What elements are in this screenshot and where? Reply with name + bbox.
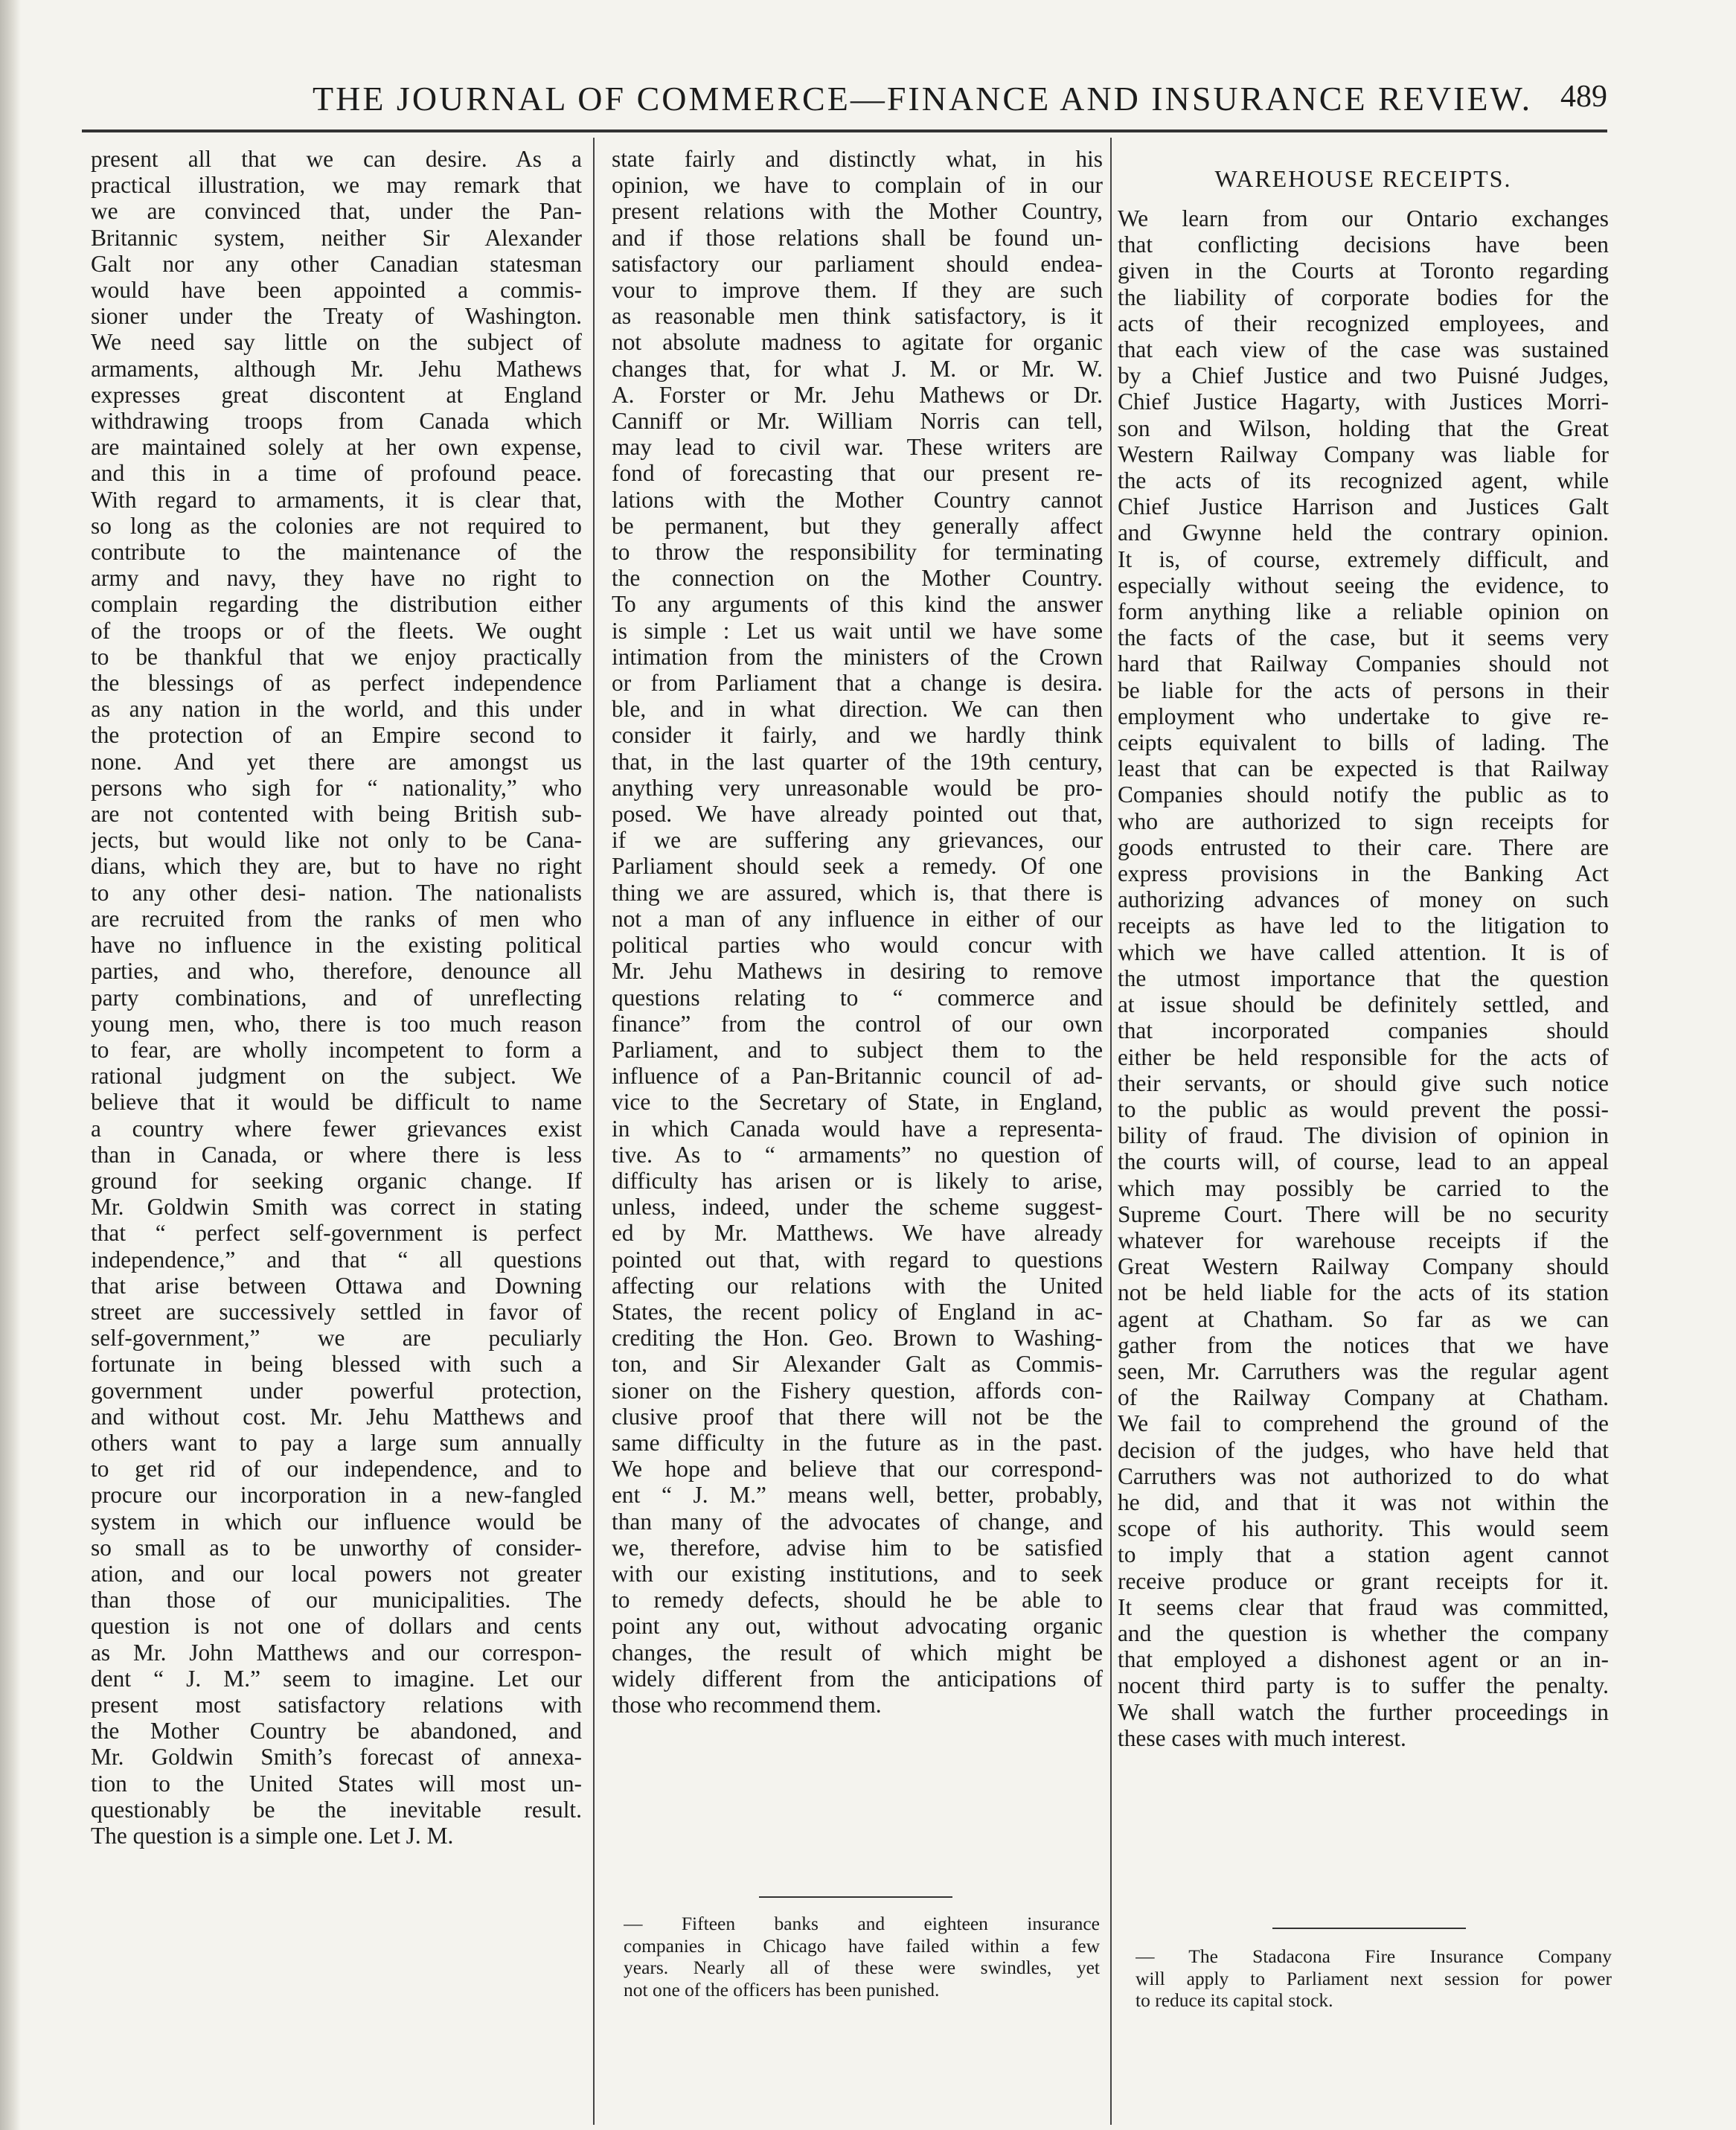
text-line: Parliament, and to subject them to the xyxy=(612,1036,1103,1063)
text-line: to the public as would prevent the possi- xyxy=(1118,1096,1609,1122)
news-note-stadacona xyxy=(1136,1945,1612,2012)
text-line: will apply to Parliament next session for power xyxy=(1136,1967,1612,1989)
text-line: vour to improve them. If they are such xyxy=(612,277,1103,304)
text-line: party combinations, and of unreflecting xyxy=(91,984,582,1011)
text-line: questionably be the inevitable result. xyxy=(91,1796,582,1823)
text-line: thing we are assured, which is, that there is xyxy=(612,879,1103,906)
text-line: It seems clear that fraud was committed, xyxy=(1118,1593,1609,1620)
text-line: Carruthers was not authorized to do what xyxy=(1118,1462,1609,1489)
text-line: expresses great discontent at England xyxy=(91,381,582,408)
text-line: we, therefore, advise him to be satisfied xyxy=(612,1534,1103,1561)
text-line: than those of our municipalities. The xyxy=(91,1587,582,1614)
text-line: We learn from our Ontario exchanges xyxy=(1118,205,1609,231)
text-line: either be held responsible for the acts of xyxy=(1118,1043,1609,1070)
text-line: of the troops or of the fleets. We ought xyxy=(91,617,582,644)
text-line: which we have called attention. It is of xyxy=(1118,938,1609,965)
text-line: that incorporated companies should xyxy=(1118,1017,1609,1044)
text-line: government under powerful protection, xyxy=(91,1377,582,1404)
text-line: same difficulty in the future as in the past. xyxy=(612,1429,1103,1456)
text-line: contribute to the maintenance of the xyxy=(91,539,582,566)
text-line: the protection of an Empire second to xyxy=(91,722,582,749)
text-line: ent “ J. M.” means well, better, probably, xyxy=(612,1482,1103,1509)
text-line: are recruited from the ranks of men who xyxy=(91,905,582,932)
text-line: pointed out that, with regard to questions xyxy=(612,1246,1103,1273)
text-line: believe that it would be difficult to name xyxy=(91,1089,582,1116)
text-line: not a man of any influence in either of our xyxy=(612,905,1103,932)
text-line: the Mother Country be abandoned, and xyxy=(91,1718,582,1744)
text-line: Mr. Goldwin Smith was correct in stating xyxy=(91,1194,582,1221)
text-line: may lead to civil war. These writers are xyxy=(612,434,1103,461)
journal-title: THE JOURNAL OF COMMERCE—FINANCE AND INSURANCE REVIEW. xyxy=(313,80,1533,118)
text-line: that employed a dishonest agent or an in- xyxy=(1118,1646,1609,1673)
text-line: Supreme Court. There will be no security xyxy=(1118,1200,1609,1227)
text-line: of the Railway Company at Chatham. xyxy=(1118,1384,1609,1411)
text-line: street are successively settled in favor of xyxy=(91,1298,582,1325)
text-line: present relations with the Mother Country, xyxy=(612,198,1103,225)
text-line: fortunate in being blessed with such a xyxy=(91,1351,582,1378)
text-line: changes that, for what J. M. or Mr. W. xyxy=(612,355,1103,382)
text-line: self-government,” we are peculiarly xyxy=(91,1325,582,1352)
text-line: as reasonable men think satisfactory, is it xyxy=(612,303,1103,330)
text-line: dent “ J. M.” seem to imagine. Let our xyxy=(91,1665,582,1692)
news-note-chicago xyxy=(624,1913,1100,2001)
text-line: Mr. Goldwin Smith’s forecast of annexa- xyxy=(91,1744,582,1771)
text-line: that conflicting decisions have been xyxy=(1118,231,1609,258)
text-line: rational judgment on the subject. We xyxy=(91,1063,582,1090)
text-line: so long as the colonies are not required to xyxy=(91,512,582,539)
text-line: sioner under the Treaty of Washington. xyxy=(91,303,582,330)
text-line: independence,” and that “ all questions xyxy=(91,1246,582,1273)
text-line: tive. As to “ armaments” no question of xyxy=(612,1141,1103,1168)
text-line: We shall watch the further proceedings in xyxy=(1118,1698,1609,1725)
text-line: influence of a Pan-Britannic council of ad- xyxy=(612,1063,1103,1090)
text-line: to get rid of our independence, and to xyxy=(91,1456,582,1483)
text-line: the liability of corporate bodies for the xyxy=(1118,284,1609,310)
text-line: years. Nearly all of these were swindles, yet xyxy=(624,1957,1100,1978)
text-line: ground for seeking organic change. If xyxy=(91,1167,582,1194)
text-line: that arise between Ottawa and Downing xyxy=(91,1272,582,1299)
text-line: and this in a time of profound peace. xyxy=(91,460,582,487)
text-line: affecting our relations with the United xyxy=(612,1272,1103,1299)
warehouse-receipts-heading: WAREHOUSE RECEIPTS. xyxy=(1214,165,1512,192)
header-rule xyxy=(82,129,1607,132)
text-line: practical illustration, we may remark that xyxy=(91,172,582,199)
text-line: son and Wilson, holding that the Great xyxy=(1118,415,1609,441)
text-line: be liable for the acts of persons in their xyxy=(1118,677,1609,703)
text-line: bility of fraud. The division of opinion in xyxy=(1118,1122,1609,1149)
text-line: acts of their recognized employees, and xyxy=(1118,310,1609,336)
text-line: We fail to comprehend the ground of the xyxy=(1118,1410,1609,1437)
text-line: goods entrusted to their care. There are xyxy=(1118,834,1609,860)
text-line: armaments, although Mr. Jehu Mathews xyxy=(91,355,582,382)
text-line: It is, of course, extremely difficult, and xyxy=(1118,546,1609,572)
text-line: given in the Courts at Toronto regarding xyxy=(1118,258,1609,284)
text-line: authorizing advances of money on such xyxy=(1118,886,1609,913)
note-rule xyxy=(759,1896,952,1898)
text-line: which may possibly be carried to the xyxy=(1118,1174,1609,1201)
text-line: satisfactory our parliament should endea- xyxy=(612,250,1103,277)
text-line: Companies should notify the public as to xyxy=(1118,781,1609,808)
text-line: opinion, we have to complain of in our xyxy=(612,172,1103,199)
text-line: seen, Mr. Carruthers was the regular agent xyxy=(1118,1357,1609,1384)
text-line: employment who undertake to give re- xyxy=(1118,703,1609,729)
text-line: parties, and who, therefore, denounce all xyxy=(91,958,582,985)
text-line: are maintained solely at her own expense, xyxy=(91,434,582,461)
text-line: have no influence in the existing political xyxy=(91,932,582,959)
text-line: the courts will, of course, lead to an appeal xyxy=(1118,1148,1609,1175)
article-column-2 xyxy=(612,146,1103,1718)
text-line: if we are suffering any grievances, our xyxy=(612,827,1103,854)
article-column-1 xyxy=(91,146,582,1849)
column-divider xyxy=(593,138,595,2125)
text-line: that, in the last quarter of the 19th century, xyxy=(612,748,1103,775)
text-line: least that can be expected is that Railway xyxy=(1118,755,1609,782)
text-line: to any other desi- nation. The nationalists xyxy=(91,879,582,906)
text-line: posed. We have already pointed out that, xyxy=(612,801,1103,828)
text-line: others want to pay a large sum annually xyxy=(91,1429,582,1456)
text-line: the blessings of as perfect independence xyxy=(91,670,582,697)
text-line: present most satisfactory relations with xyxy=(91,1691,582,1718)
text-line: those who recommend them. xyxy=(612,1691,882,1718)
text-line: scope of his authority. This would seem xyxy=(1118,1515,1609,1542)
text-line: and Gwynne held the contrary opinion. xyxy=(1118,519,1609,546)
text-line: hard that Railway Companies should not xyxy=(1118,650,1609,677)
text-line: system in which our influence would be xyxy=(91,1508,582,1535)
text-line: not one of the officers has been punished. xyxy=(624,1978,940,2001)
text-line: in which Canada would have a representa- xyxy=(612,1115,1103,1142)
note-rule xyxy=(1272,1928,1466,1929)
text-line: state fairly and distinctly what, in his xyxy=(612,146,1103,172)
text-line: Canniff or Mr. William Norris can tell, xyxy=(612,408,1103,435)
text-line: to throw the responsibility for terminating xyxy=(612,539,1103,566)
text-line: ation, and our local powers not greater xyxy=(91,1560,582,1587)
text-line: express provisions in the Banking Act xyxy=(1118,860,1609,887)
text-line: difficulty has arisen or is likely to arise, xyxy=(612,1167,1103,1194)
text-line: especially without seeing the evidence, to xyxy=(1118,572,1609,598)
text-line: changes, the result of which might be xyxy=(612,1639,1103,1666)
text-line: are not contented with being British sub- xyxy=(91,801,582,828)
text-line: Britannic system, neither Sir Alexander xyxy=(91,224,582,251)
text-line: We hope and believe that our correspond- xyxy=(612,1456,1103,1483)
text-line: or from Parliament that a change is desira. xyxy=(612,670,1103,697)
text-line: the utmost importance that the question xyxy=(1118,965,1609,991)
text-line: intimation from the ministers of the Crown xyxy=(612,643,1103,670)
text-line: sioner on the Fishery question, affords con- xyxy=(612,1377,1103,1404)
text-line: a country where fewer grievances exist xyxy=(91,1115,582,1142)
text-line: States, the recent policy of England in ac- xyxy=(612,1298,1103,1325)
text-line: form anything like a reliable opinion on xyxy=(1118,598,1609,625)
text-line: by a Chief Justice and two Puisné Judges, xyxy=(1118,362,1609,389)
text-line: receipts as have led to the litigation to xyxy=(1118,912,1609,939)
text-line: as any nation in the world, and this under xyxy=(91,696,582,723)
text-line: clusive proof that there will not be the xyxy=(612,1403,1103,1430)
text-line: companies in Chicago have failed within a few xyxy=(624,1934,1100,1957)
text-line: To any arguments of this kind the answer xyxy=(612,591,1103,618)
text-line: these cases with much interest. xyxy=(1118,1724,1406,1751)
text-line: would have been appointed a commis- xyxy=(91,277,582,304)
text-line: point any out, without advocating organic xyxy=(612,1613,1103,1640)
text-line: the facts of the case, but it seems very xyxy=(1118,624,1609,651)
text-line: to reduce its capital stock. xyxy=(1136,1989,1333,2011)
text-line: not be held liable for the acts of its station xyxy=(1118,1279,1609,1306)
page-header xyxy=(82,71,1607,131)
text-line: A. Forster or Mr. Jehu Mathews or Dr. xyxy=(612,381,1103,408)
text-line: jects, but would like not only to be Cana- xyxy=(91,827,582,854)
text-line: ton, and Sir Alexander Galt as Commis- xyxy=(612,1351,1103,1378)
text-line: political parties who would concur with xyxy=(612,932,1103,959)
text-line: to remedy defects, should he be able to xyxy=(612,1587,1103,1614)
text-line: lations with the Mother Country cannot xyxy=(612,486,1103,513)
scan-edge xyxy=(0,0,21,2130)
text-line: Mr. Jehu Mathews in desiring to remove xyxy=(612,958,1103,985)
column-divider xyxy=(1110,138,1112,2125)
text-line: who are authorized to sign receipts for xyxy=(1118,807,1609,834)
article-column-3 xyxy=(1118,205,1609,1751)
text-line: — Fifteen banks and eighteen insurance xyxy=(624,1913,1100,1934)
text-line: Galt nor any other Canadian statesman xyxy=(91,250,582,277)
text-line: that “ perfect self-government is perfect xyxy=(91,1220,582,1247)
text-line: at issue should be definitely settled, and xyxy=(1118,991,1609,1018)
text-line: be permanent, but they generally affect xyxy=(612,512,1103,539)
text-line: consider it fairly, and we hardly think xyxy=(612,722,1103,749)
text-line: question is not one of dollars and cents xyxy=(91,1613,582,1640)
text-line: — The Stadacona Fire Insurance Company xyxy=(1136,1945,1612,1967)
text-line: finance” from the control of our own xyxy=(612,1010,1103,1037)
text-line: ceipts equivalent to bills of lading. The xyxy=(1118,729,1609,756)
text-line: present all that we can desire. As a xyxy=(91,146,582,172)
text-line: and without cost. Mr. Jehu Matthews and xyxy=(91,1403,582,1430)
text-line: Great Western Railway Company should xyxy=(1118,1253,1609,1280)
text-line: complain regarding the distribution either xyxy=(91,591,582,618)
text-line: Chief Justice Harrison and Justices Galt xyxy=(1118,493,1609,520)
text-line: tion to the United States will most un- xyxy=(91,1770,582,1797)
text-line: he did, and that it was not within the xyxy=(1118,1488,1609,1515)
text-line: questions relating to “ commerce and xyxy=(612,984,1103,1011)
text-line: anything very unreasonable would be pro- xyxy=(612,774,1103,801)
text-line: The question is a simple one. Let J. M. xyxy=(91,1823,454,1849)
text-line: Western Railway Company was liable for xyxy=(1118,441,1609,467)
text-line: with our existing institutions, and to seek xyxy=(612,1560,1103,1587)
text-line: crediting the Hon. Geo. Brown to Washing- xyxy=(612,1325,1103,1352)
text-line: to be thankful that we enjoy practically xyxy=(91,643,582,670)
text-line: not absolute madness to agitate for organic xyxy=(612,329,1103,356)
text-line: army and navy, they have no right to xyxy=(91,565,582,592)
text-line: so small as to be unworthy of consider- xyxy=(91,1534,582,1561)
text-line: agent at Chatham. So far as we can xyxy=(1118,1305,1609,1332)
text-line: to fear, are wholly incompetent to form a xyxy=(91,1036,582,1063)
text-line: whatever for warehouse receipts if the xyxy=(1118,1226,1609,1253)
text-line: and if those relations shall be found un- xyxy=(612,224,1103,251)
text-line: fond of forecasting that our present re- xyxy=(612,460,1103,487)
text-line: decision of the judges, who have held that xyxy=(1118,1436,1609,1463)
text-line: Chief Justice Hagarty, with Justices Morri- xyxy=(1118,388,1609,415)
text-line: dians, which they are, but to have no right xyxy=(91,853,582,880)
text-line: Parliament should seek a remedy. Of one xyxy=(612,853,1103,880)
text-line: the connection on the Mother Country. xyxy=(612,565,1103,592)
text-line: gather from the notices that we have xyxy=(1118,1331,1609,1358)
text-line: persons who sigh for “ nationality,” who xyxy=(91,774,582,801)
text-line: nocent third party is to suffer the penalty. xyxy=(1118,1672,1609,1699)
text-line: unless, indeed, under the scheme suggest- xyxy=(612,1194,1103,1221)
text-line: With regard to armaments, it is clear that, xyxy=(91,486,582,513)
text-line: vice to the Secretary of State, in England, xyxy=(612,1089,1103,1116)
text-line: procure our incorporation in a new-fangled xyxy=(91,1482,582,1509)
text-line: than in Canada, or where there is less xyxy=(91,1141,582,1168)
text-line: and the question is whether the company xyxy=(1118,1619,1609,1646)
text-line: receive produce or grant receipts for it. xyxy=(1118,1567,1609,1594)
text-line: that each view of the case was sustained xyxy=(1118,336,1609,363)
text-line: we are convinced that, under the Pan- xyxy=(91,198,582,225)
text-line: than many of the advocates of change, and xyxy=(612,1508,1103,1535)
text-line: their servants, or should give such notice xyxy=(1118,1069,1609,1096)
text-line: is simple : Let us wait until we have some xyxy=(612,617,1103,644)
text-line: as Mr. John Matthews and our correspon- xyxy=(91,1639,582,1666)
text-line: widely different from the anticipations of xyxy=(612,1665,1103,1692)
text-line: ble, and in what direction. We can then xyxy=(612,696,1103,723)
text-line: young men, who, there is too much reason xyxy=(91,1010,582,1037)
text-line: ed by Mr. Matthews. We have already xyxy=(612,1220,1103,1247)
text-line: We need say little on the subject of xyxy=(91,329,582,356)
page-number: 489 xyxy=(1560,80,1607,114)
text-line: to imply that a station agent cannot xyxy=(1118,1541,1609,1568)
text-line: the acts of its recognized agent, while xyxy=(1118,467,1609,494)
text-line: withdrawing troops from Canada which xyxy=(91,408,582,435)
text-line: none. And yet there are amongst us xyxy=(91,748,582,775)
